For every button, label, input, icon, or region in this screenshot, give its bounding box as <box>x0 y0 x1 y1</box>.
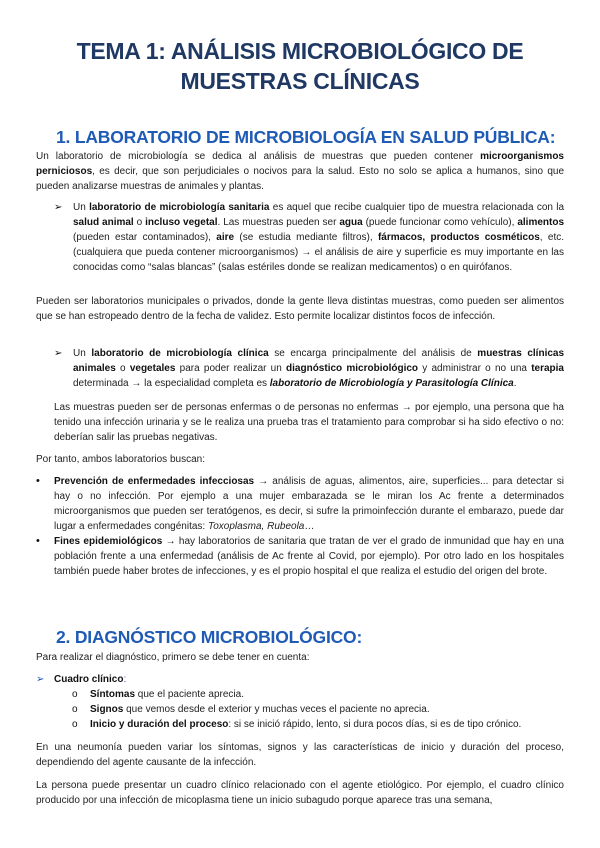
bullet-dot-icon: • <box>36 535 40 547</box>
bullet-prevencion: Prevención de enfermedades infecciosas → análisis de aguas, alimentos, aire, superficies... para detectar si hay o no infección. Por ejemplo a una mujer embarazada se le miran los Ac frente a determinados microorganismos que pueden ser teratógenos, es decir, si sufre la primoinfección durante el embarazo, puede dar lugar a enfermedades congénitas: Toxoplasma, Rubeola… <box>54 476 564 532</box>
section-2-intro: Para realizar el diagnóstico, primero se debe tener en cuenta: <box>36 652 310 663</box>
section-1-heading: 1. LABORATORIO DE MICROBIOLOGÍA EN SALUD PÚBLICA: <box>56 127 556 147</box>
section-1-intro: Un laboratorio de microbiología se dedica al análisis de muestras que pueden contener microorganismos perniciosos, es decir, que son perjudiciales o nocivos para la salud. Esto no solo se aplica a humanos, sino que pueden analizarse muestras de animales y plantas. <box>36 151 564 192</box>
paragraph-ambos-laboratorios: Por tanto, ambos laboratorios buscan: <box>36 454 205 465</box>
sub-item-signos: Signos que vemos desde el exterior y muchas veces el paciente no aprecia. <box>90 704 430 715</box>
cuadro-clinico-label: Cuadro clínico: <box>54 674 127 685</box>
bullet-dot-icon: • <box>36 475 40 487</box>
circle-bullet-icon: o <box>72 689 78 700</box>
arrow-bullet-icon: ➢ <box>54 202 63 213</box>
title-line-1: TEMA 1: ANÁLISIS MICROBIOLÓGICO DE <box>76 38 524 64</box>
title-line-2: MUESTRAS CLÍNICAS <box>180 68 420 94</box>
document-title <box>40 36 560 96</box>
sub-item-sintomas: Síntomas que el paciente aprecia. <box>90 689 244 700</box>
section-2-heading: 2. DIAGNÓSTICO MICROBIOLÓGICO: <box>56 627 363 647</box>
bullet-lab-sanitaria: Un laboratorio de microbiología sanitaria es aquel que recibe cualquier tipo de muestra relacionada con la salud animal o incluso vegetal. Las muestras pueden ser agua (puede funcionar como vehículo), alimentos (pueden estar contaminados), aire (se estudia mediante filtros), fármacos, productos cosméticos, etc. (cualquiera que pueda contener microorganismos) → el análisis de aire y superficie es muy importante en las conocidas como “salas blancas” (salas estériles donde se realizan medicamentos) o en quirófanos. <box>73 202 565 273</box>
arrow-bullet-icon: ➢ <box>54 348 63 359</box>
paragraph-cuadro-clinico: La persona puede presentar un cuadro clínico relacionado con el agente etiológico. Por ejemplo, el cuadro clínico producido por una infección de micoplasma tiene un inicio subagudo porque aparece tras una semana, <box>36 780 564 806</box>
sub-item-inicio-duracion: Inicio y duración del proceso: si se inició rápido, lento, si dura pocos días, si es de tipo crónico. <box>90 719 522 730</box>
circle-bullet-icon: o <box>72 704 78 715</box>
bullet-fines-epidemiologicos: Fines epidemiológicos → hay laboratorios de sanitaria que tratan de ver el grado de inmunidad que hay en una población frente a una enfermedad (análisis de Ac frente al Covid, por ejemplo). Por otro lado en los hospitales también puede haber brotes de infecciones, y es el propio hospital el que realiza el estudio del origen del brote. <box>54 536 564 577</box>
paragraph-neumonia: En una neumonía pueden variar los síntomas, signos y las características de inicio y duración del proceso, dependiendo del agente causante de la infección. <box>36 742 564 768</box>
paragraph-muestras: Las muestras pueden ser de personas enfermas o de personas no enfermas → por ejemplo, una persona que ha tenido una infección urinaria y se le realiza una prueba tras el tratamiento para comprobar si ha sido efectivo o no: deberían salir las pruebas negativas. <box>54 402 564 443</box>
bullet-lab-clinica: Un laboratorio de microbiología clínica se encarga principalmente del análisis de muestras clínicas animales o vegetales para poder realizar un diagnóstico microbiológico y administrar o no una terapia determinada → la especialidad completa es laboratorio de Microbiología y Parasitología Clínica. <box>73 348 565 389</box>
circle-bullet-icon: o <box>72 719 78 730</box>
arrow-bullet-icon: ➢ <box>36 674 45 685</box>
paragraph-laboratorios: Pueden ser laboratorios municipales o privados, donde la gente lleva distintas muestras, como pueden ser alimentos que se han estropeado dentro de la fecha de validez. Esto permite localizar distintos focos de infección. <box>36 296 564 322</box>
